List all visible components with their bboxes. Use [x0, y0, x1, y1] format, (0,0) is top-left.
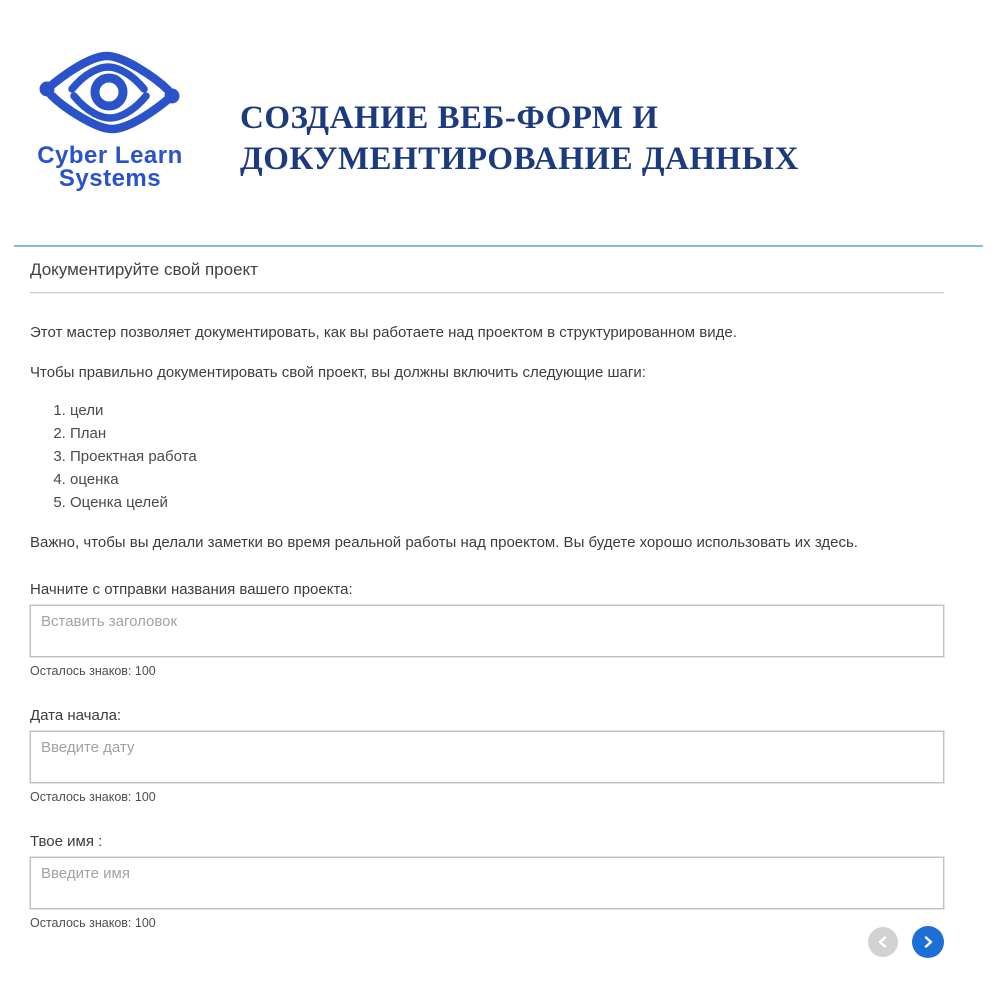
page-header — [0, 0, 1000, 246]
next-step-button[interactable] — [912, 926, 944, 958]
page-title-line1: СОЗДАНИЕ ВЕБ-ФОРМ И — [240, 100, 659, 136]
note-paragraph: Важно, чтобы вы делали заметки во время реальной работы над проектом. Вы будете хорошо использовать их здесь. — [30, 534, 858, 551]
step-item: 2. План — [70, 422, 944, 445]
project-title-field-group — [30, 581, 944, 678]
brand-name-line2: Systems — [58, 165, 162, 192]
project-title-char-counter: Осталось знаков: 100 — [30, 664, 156, 678]
step-item: 1. цели — [70, 399, 944, 422]
previous-step-button[interactable] — [868, 927, 898, 957]
your-name-field-group — [30, 833, 944, 930]
step-item: 5. Оценка целей — [70, 491, 944, 514]
start-date-label: Дата начала: — [30, 707, 122, 724]
wizard-content — [30, 254, 944, 930]
steps-list — [70, 399, 944, 514]
brand-name-line1: Cyber Learn — [37, 142, 183, 169]
page-title — [240, 98, 799, 180]
your-name-input[interactable] — [30, 857, 944, 909]
chevron-left-icon — [877, 936, 889, 948]
step-item: 4. оценка — [70, 468, 944, 491]
section-title: Документируйте свой проект — [30, 254, 944, 293]
your-name-label: Твое имя : — [30, 833, 103, 850]
intro-paragraph: Этот мастер позволяет документировать, как вы работаете над проектом в структурированном виде. — [30, 324, 737, 341]
start-date-char-counter: Осталось знаков: 100 — [30, 790, 156, 804]
step-item: 3. Проектная работа — [70, 445, 944, 468]
wizard-navigation — [868, 926, 944, 958]
start-date-input[interactable] — [30, 731, 944, 783]
chevron-right-icon — [922, 936, 934, 948]
eye-logo-icon — [39, 44, 181, 142]
header-divider — [14, 245, 983, 247]
start-date-field-group — [30, 707, 944, 804]
your-name-char-counter: Осталось знаков: 100 — [30, 916, 156, 930]
page-title-line2: ДОКУМЕНТИРОВАНИЕ ДАННЫХ — [240, 141, 799, 177]
steps-lead-paragraph: Чтобы правильно документировать свой проект, вы должны включить следующие шаги: — [30, 364, 646, 381]
brand-logo — [36, 44, 184, 190]
project-title-label: Начните с отправки названия вашего проекта: — [30, 581, 353, 598]
project-title-input[interactable] — [30, 605, 944, 657]
